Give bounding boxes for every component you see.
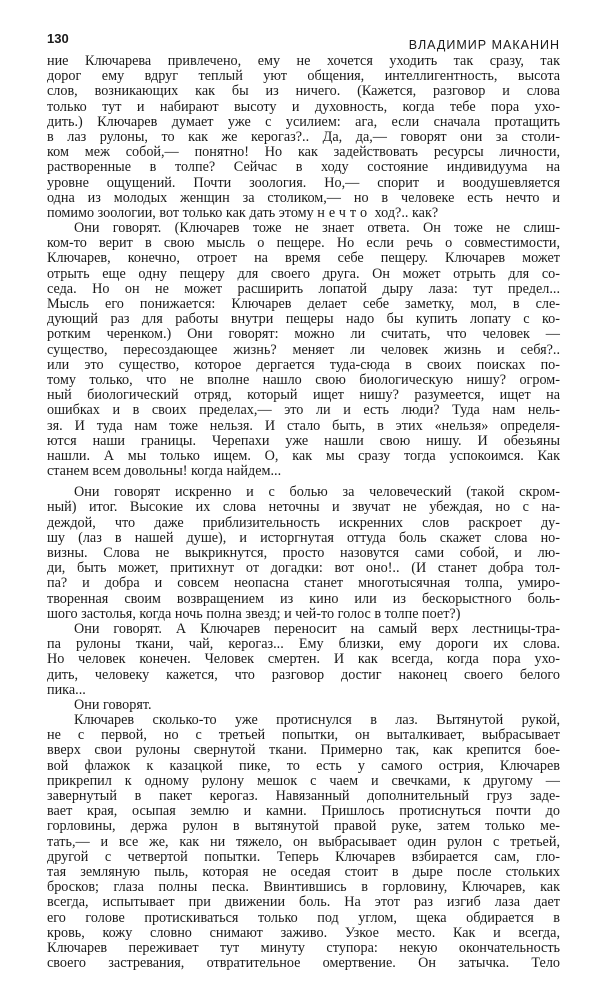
running-head: ВЛАДИМИР МАКАНИН — [408, 38, 560, 52]
text-line: кровь, кожу словно снимают заживо. Узкое место. Как и всегда, — [47, 924, 560, 941]
text-line: только тут и набирают высоту и духовность, когда тебе пора ухо- — [47, 98, 560, 115]
text-line: всегда, испытывает при движении боль. На этот раз изгиб лаза дает — [47, 894, 560, 911]
text-line: ком-то верит в свою мысль о пещере. Но если речь о совместимости, — [47, 235, 560, 252]
text-line: дить, человеку кажется, что разговор достиг наконец своего белого — [47, 666, 560, 683]
text-line: дорог ему вдруг теплый уют общения, интеллигентность, высота — [47, 68, 560, 85]
text-line: зя. И туда нам тоже нельзя. И стало быть, в этих «нельзя» определя- — [47, 417, 560, 434]
paragraph — [47, 221, 560, 479]
text-line: Они говорят. А Ключарев переносит на самый верх лестницы-тра- — [74, 620, 560, 637]
paragraph — [47, 698, 560, 713]
text-line: своего застревания, отвратительное омертвение. Он затычка. Тело — [47, 955, 560, 972]
spaced-emphasis: нечто — [317, 204, 372, 221]
text-line: Ключарев переживает тут минуту ступора: некую окончательность — [47, 939, 560, 956]
text-segment: ход?.. как? — [371, 204, 439, 221]
text-line: па рулоны ткани, чай, керогаз... Ему близки, ему дороги их слова. — [47, 636, 560, 653]
text-line: слов, возникающих как бы из ничего. (Кажется, разговор и слова — [47, 83, 560, 100]
text-line: вверх свои рулоны свернутой ткани. Примерно так, как крепится бое- — [47, 742, 560, 759]
text-line: бросков; глаза полны песка. Ввинтившись в горловину, Ключарев, как — [47, 879, 560, 896]
text-line: ются наши границы. Черепахи уже нашли свою нишу. И обезьяны — [47, 432, 560, 449]
paragraph — [47, 622, 560, 698]
text-line: завернутый в пакет керогаз. Навязанный дополнительный груз заде- — [47, 788, 560, 804]
text-line: или это существо, которое дергается туда-сюда в своих поисках по- — [47, 356, 560, 373]
text-line: Ключарев сколько-то уже протиснулся в лаз. Вытянутой рукой, — [74, 712, 560, 729]
text-line: тая земляную пыль, которая не оседая стоит в дыре после стольких — [47, 863, 560, 880]
text-line: деждой, что даже приблизительность искренних слов раскроет ду- — [47, 514, 560, 531]
text-line: горловины, держа рулон в вытянутой правой руке, затем только ме- — [47, 818, 560, 835]
text-line: ротким черенком.) Они говорят: можно ли считать, что человек — — [47, 326, 560, 343]
text-line: вает края, осыпая землю и камни. Пришлось протиснуться почти до — [47, 803, 560, 820]
paragraph — [47, 54, 560, 221]
paragraph — [47, 485, 560, 622]
text-line: Они говорят. (Ключарев тоже не знает ответа. Он тоже не слиш- — [74, 220, 560, 237]
text-line — [47, 206, 560, 221]
text-line: ком меж собой,— понятно! Но как задействовать ресурсы личности, — [47, 144, 560, 161]
text-line: визны. Слова не выкрикнутся, просто назовутся сами собой, и лю- — [47, 545, 560, 561]
text-line: дить.) Ключарев думает уже с усилием: ага, если сначала протащить — [47, 113, 560, 130]
text-line: другой с четвертой попытки. Теперь Ключарев взбирается сам, гло- — [47, 848, 560, 865]
text-line: не с первой, но с третьей попытки, он выталкивает, выбрасывает — [47, 727, 560, 744]
text-line: ние Ключарева привлечено, ему не хочется уходить так сразу, так — [47, 53, 560, 69]
text-line: отрыть еще одну пещеру для своего друга. Он может отрыть для со- — [47, 265, 560, 282]
text-line: растворенные в толпе? Сейчас в ходу состояние индивидуума на — [47, 159, 560, 176]
text-line: нашли. А мы только ищем. О, как мы сразу тогда успокоимся. Как — [47, 447, 560, 464]
text-line: прикрепил к одному рулону мешок с чаем и свечками, к другому — — [47, 772, 560, 789]
page-number: 130 — [47, 31, 69, 46]
text-line: шу (лаз в нашей душе), и исторгнутая оттуда боль скажет слова но- — [47, 529, 560, 546]
text-line: Но человек конечен. Человек смертен. И как всегда, когда пора ухо- — [47, 651, 560, 668]
text-line: тому только, что не вполне нашло свою биологическую нишу? огром- — [47, 371, 560, 388]
text-line: творенная своим возвращением из кино или из бескорыстного боль- — [47, 590, 560, 607]
text-line: пика... — [47, 681, 86, 698]
text-line: станем всем довольны! когда найдем... — [47, 463, 282, 480]
text-line: па? и добра и совсем неопасна станет многотысячная толпа, умиро- — [47, 575, 560, 592]
text-line: ный биологический отряд, который ищет нишу? разумеется, ищет на — [47, 387, 560, 404]
text-line: уровне ощущений. Почти зоология. Но,— спорит и воодушевляется — [47, 174, 560, 191]
text-line: тать,— и все же, как ни тяжело, он выбрасывает один рулон с третьей, — [47, 833, 560, 850]
text-line: вой флажок к казацкой пике, то есть у самого острия, Ключарев — [47, 757, 560, 774]
text-line: Они говорят искренно и с болью за человеческий (такой скром- — [74, 484, 560, 501]
text-segment: помимо зоологии, вот только как дать этому — [47, 204, 318, 221]
text-line: Они говорят. — [74, 696, 152, 713]
text-line: существо, пересоздающее жизнь? меняет ли человек жизнь и себя?.. — [47, 341, 560, 358]
text-line: в лаз рулоны, то как же керогаз?.. Да, да,— говорят они за столи- — [47, 128, 560, 145]
text-line: ошибках и в своих пределах,— это ли и есть люди? Туда нам нель- — [47, 402, 560, 419]
text-line: ди, быть может, притихнут от догадки: вот оно!.. (И станет добра тол- — [47, 560, 560, 577]
text-line: шого застолья, когда ночь полна звезд; и чей-то голос в толпе поет?) — [47, 605, 461, 622]
text-line: Мысль его понижается: Ключарев делает себе заметку, мол, в сле- — [47, 296, 560, 312]
text-line: его голове протискиваться только под углом, щека обдирается в — [47, 909, 560, 926]
text-line: Ключарев, конечно, отроет на время себе пещеру. Ключарев может — [47, 250, 560, 267]
body-text — [47, 54, 560, 971]
paragraph — [47, 713, 560, 971]
text-line: седа. Но он не может расширить лопатой дыру лаза: тут предел... — [47, 280, 560, 297]
text-line: ный) итог. Высокие их слова неточны и звучат не убеждая, но с на- — [47, 499, 560, 516]
text-line: дующий раз для работы внутри пещеры надо бы купить лопату с ко- — [47, 311, 560, 328]
text-line: одна из молодых женщин за столиком,— но в человеке есть нечто и — [47, 189, 560, 206]
